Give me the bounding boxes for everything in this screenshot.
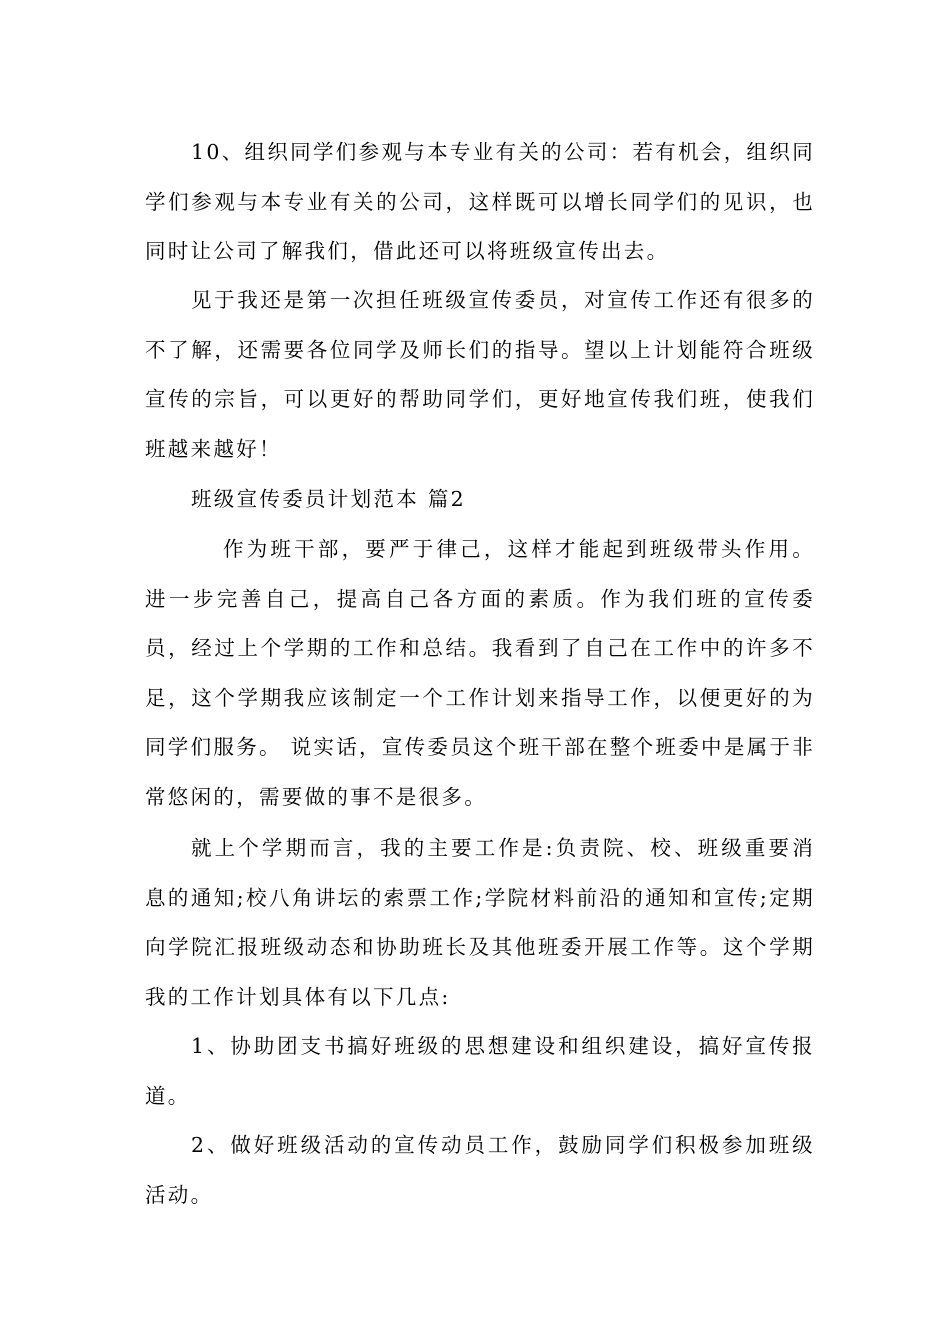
section-heading: 班级宣传委员计划范本 篇2 — [191, 487, 466, 511]
paragraph-intro: 作为班干部，要严于律己，这样才能起到班级带头作用。进一步完善自己，提高自己各方面的素质。作为我们班的宣传委员，经过上个学期的工作和总结。我看到了自己在工作中的许多不足，这个学期我应该制定一个工作计划来指导工作，以便更好的为同学们服务。 说实话，宣传委员这个班干部在整个班委中是属于非常悠闲的，需要做的事不是很多。 — [145, 537, 816, 809]
paragraph-previous-term: 就上个学期而言，我的主要工作是:负责院、校、班级重要消息的通知;校八角讲坛的索票工作;学院材料前沿的通知和宣传;定期向学院汇报班级动态和协助班长及其他班委开展工作等。这个学期我的工作计划具体有以下几点: — [145, 836, 815, 1009]
paragraph-item-10: 10、组织同学们参观与本专业有关的公司：若有机会，组织同学们参观与本专业有关的公司，这样既可以增长同学们的见识，也同时让公司了解我们，借此还可以将班级宣传出去。 — [145, 140, 815, 263]
paragraph-closing: 见于我还是第一次担任班级宣传委员，对宣传工作还有很多的不了解，还需要各位同学及师长们的指导。望以上计划能符合班级宣传的宗旨，可以更好的帮助同学们，更好地宣传我们班，使我们班越来越好！ — [145, 288, 815, 461]
paragraph-item-1: 1、协助团支书搞好班级的思想建设和组织建设，搞好宣传报道。 — [145, 1034, 815, 1108]
paragraph-item-2: 2、做好班级活动的宣传动员工作，鼓励同学们积极参加班级活动。 — [145, 1133, 815, 1207]
